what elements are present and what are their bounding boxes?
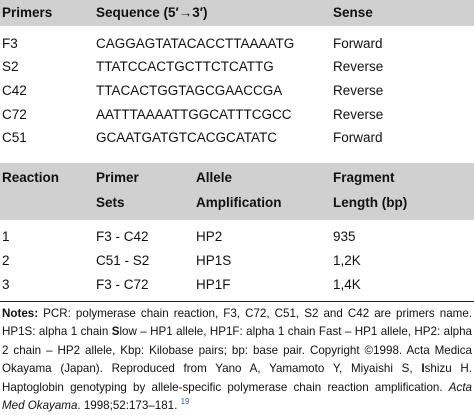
allele: HP1F: [196, 277, 231, 292]
reference-link[interactable]: 19: [180, 397, 190, 407]
reaction-number: 2: [2, 253, 10, 268]
notes-text: shizu H. Haptoglobin genotyping by allele-specific polymerase chain reaction amplification.: [2, 362, 472, 394]
notes-text: . 1998;52:173–181.: [77, 399, 178, 413]
notes-text: low – HP1 allele, HP1F: alpha 1 chain Fast – HP1 allele, HP2: alpha 2 chain – HP2 allele, Kbp: Kilobase pairs; bp: base pair. Copyright ©1998. Acta Medica Okayama (Japan). Reproduced from Yano A, Yamamoto Y, Miyaishi S,: [2, 325, 472, 376]
notes-text: PCR: polymerase chain reaction, F3, C72, C51, S2 and C42 are primers name. HP1S: alpha 1 chain: [2, 307, 472, 339]
notes-bold-i: I: [421, 362, 425, 376]
notes-label: Notes:: [2, 307, 39, 320]
fragment-length: 1,4K: [333, 277, 361, 292]
fragment-length: 935: [333, 229, 356, 244]
table-bottom-rule: [0, 301, 474, 302]
primer-sense: Reverse: [333, 59, 384, 74]
reaction-number: 1: [2, 229, 10, 244]
primer-name: S2: [2, 59, 19, 74]
table2-header-length: Length (bp): [333, 195, 408, 210]
primer-sequence: CAGGAGTATACACCTTAAAATG: [96, 36, 295, 51]
table1-header-primers: Primers: [2, 5, 53, 20]
primer-sense: Reverse: [333, 83, 384, 98]
notes-bold-s: S: [111, 325, 120, 339]
primer-sequence: TTACACTGGTAGCGAACCGA: [96, 83, 283, 98]
primer-set: F3 - C42: [96, 229, 149, 244]
primer-sequence: GCAATGATGTCACGCATATC: [96, 130, 277, 145]
fragment-length: 1,2K: [333, 253, 361, 268]
reaction-number: 3: [2, 277, 10, 292]
primer-set: C51 - S2: [96, 253, 150, 268]
allele: HP2: [196, 229, 223, 244]
primer-name: C72: [2, 107, 27, 122]
primer-sense: Forward: [333, 36, 383, 51]
primer-name: C42: [2, 83, 27, 98]
table2-header-amplification: Amplification: [196, 195, 282, 210]
journal-name: Acta Med Okayama: [2, 380, 472, 413]
table2-header-sets: Sets: [96, 195, 125, 210]
table2-header-primer: Primer: [96, 170, 139, 185]
primer-set: F3 - C72: [96, 277, 149, 292]
table2-header-row: [0, 163, 474, 220]
table2-header-allele: Allele: [196, 170, 233, 185]
allele: HP1S: [196, 253, 232, 268]
primer-sense: Reverse: [333, 107, 384, 122]
primer-name: C51: [2, 130, 27, 145]
primer-name: F3: [2, 36, 18, 51]
table2-header-reaction: Reaction: [2, 170, 60, 185]
primer-sequence: TTATCCACTGCTTCTCATTG: [96, 59, 274, 74]
table2-header-fragment: Fragment: [333, 170, 395, 185]
primer-sequence: AATTTAAAATTGGCATTTCGCC: [96, 107, 292, 122]
table1-header-sense: Sense: [333, 5, 373, 20]
table-notes: [2, 305, 472, 415]
table1-header-row: [0, 0, 474, 26]
primer-sense: Forward: [333, 130, 383, 145]
table1-header-sequence: Sequence (5′→3′): [96, 5, 208, 20]
